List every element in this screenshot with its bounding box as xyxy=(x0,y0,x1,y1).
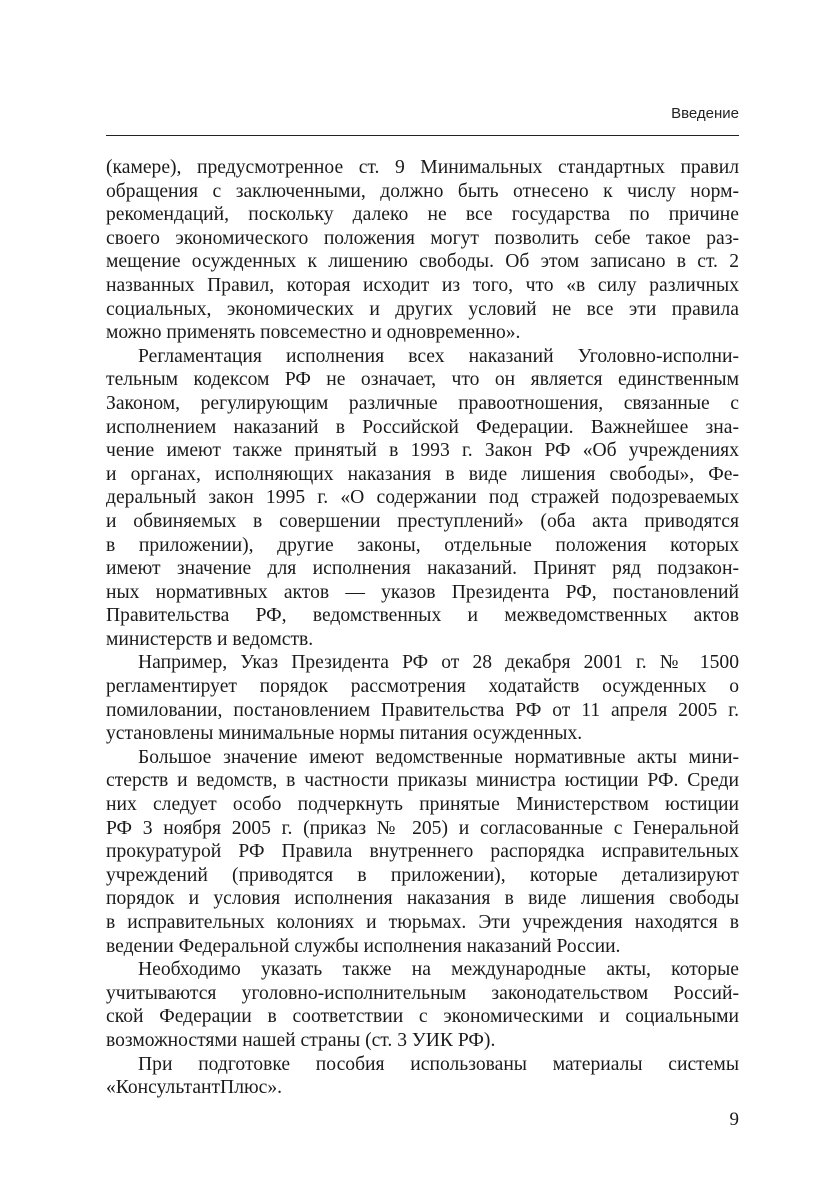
text-line: них следует особо подчеркнуть принятые Министерством юстиции xyxy=(106,794,739,816)
text-line: ных нормативных актов — указов Президента РФ, постановлений xyxy=(106,581,739,603)
text-line: обращения с заключенными, должно быть отнесено к числу норм- xyxy=(106,180,739,202)
text-line: помиловании, постановлением Правительства РФ от 11 апреля 2005 г. xyxy=(106,699,739,721)
text-line: учреждений (приводятся в приложении), которые детализируют xyxy=(106,864,739,886)
text-line: тельным кодексом РФ не означает, что он является единственным xyxy=(106,369,739,391)
text-line: ведении Федеральной службы исполнения наказаний России. xyxy=(106,935,621,957)
text-line: и органах, исполняющих наказания в виде лишения свободы», Фе- xyxy=(106,463,739,485)
text-line: деральный закон 1995 г. «О содержании под стражей подозреваемых xyxy=(106,487,739,509)
text-line: исполнением наказаний в Российской Федерации. Важнейшее зна- xyxy=(106,416,739,438)
text-line: социальных, экономических и других условий не все эти правила xyxy=(106,298,739,320)
text-line: мещение осужденных к лишению свободы. Об этом записано в ст. 2 xyxy=(106,251,739,273)
text-line: стерств и ведомств, в частности приказы министра юстиции РФ. Среди xyxy=(106,770,739,792)
paragraph xyxy=(106,958,739,1052)
text-line: прокуратурой РФ Правила внутреннего распорядка исправительных xyxy=(106,841,739,863)
text-line: Правительства РФ, ведомственных и межведомственных актов xyxy=(106,605,739,627)
page-number: 9 xyxy=(729,1109,739,1130)
text-line: РФ 3 ноября 2005 г. (приказ № 205) и согласованные с Генеральной xyxy=(106,817,739,839)
text-line: Законом, регулирующим различные правоотношения, связанные с xyxy=(106,392,739,414)
paragraph xyxy=(106,746,739,958)
text-line: учитываются уголовно-исполнительным законодательством Россий- xyxy=(106,982,739,1004)
text-line: в приложении), другие законы, отдельные положения которых xyxy=(106,534,739,556)
paragraph xyxy=(106,651,739,745)
text-line: Необходимо указать также на международные акты, которые xyxy=(138,959,739,981)
body-text xyxy=(106,156,739,1100)
text-line: ской Федерации в соответствии с экономическими и социальными xyxy=(106,1006,739,1028)
paragraph xyxy=(106,345,739,652)
text-line: рекомендаций, поскольку далеко не все государства по причине xyxy=(106,204,739,226)
text-line: При подготовке пособия использованы материалы системы xyxy=(138,1053,739,1075)
running-header xyxy=(106,102,739,136)
text-line: «КонсультантПлюс». xyxy=(106,1077,283,1099)
text-line: и обвиняемых в совершении преступлений» (оба акта приводятся xyxy=(106,510,739,532)
text-line: имеют значение для исполнения наказаний. Принят ряд подзакон- xyxy=(106,558,739,580)
text-line: регламентирует порядок рассмотрения ходатайств осужденных о xyxy=(106,676,739,698)
text-line: Большое значение имеют ведомственные нормативные акты мини- xyxy=(138,746,739,768)
paragraph xyxy=(106,156,739,345)
text-line: министерств и ведомств. xyxy=(106,628,314,650)
text-line: своего экономического положения могут позволить себе такое раз- xyxy=(106,227,739,249)
text-line: возможностями нашей страны (ст. 3 УИК РФ). xyxy=(106,1029,496,1051)
paragraph xyxy=(106,1053,739,1100)
text-line: в исправительных колониях и тюрьмах. Эти учреждения находятся в xyxy=(106,912,739,933)
text-line: (камере), предусмотренное ст. 9 Минимальных стандартных правил xyxy=(106,157,739,178)
text-line: установлены минимальные нормы питания осужденных. xyxy=(106,723,583,745)
text-line: названных Правил, которая исходит из того, что «в силу различных xyxy=(106,274,739,296)
text-line: можно применять повсеместно и одновременно». xyxy=(106,322,521,344)
text-line: Регламентация исполнения всех наказаний Уголовно-исполни- xyxy=(138,345,739,367)
text-line: порядок и условия исполнения наказания в виде лишения свободы xyxy=(106,888,739,910)
section-title: Введение xyxy=(671,105,739,122)
text-line: Например, Указ Президента РФ от 28 декабря 2001 г. № 1500 xyxy=(138,652,739,674)
text-line: чение имеют также принятый в 1993 г. Закон РФ «Об учреждениях xyxy=(106,440,739,462)
